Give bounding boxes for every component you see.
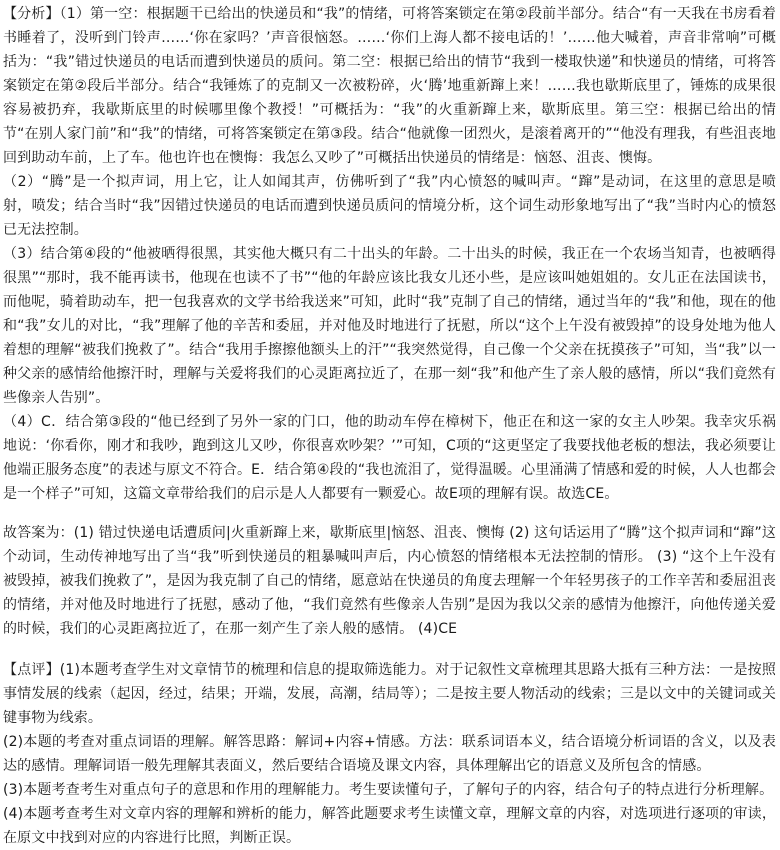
answer-section — [3, 521, 776, 641]
section-spacer — [3, 506, 776, 521]
analysis-part-3: （3）结合第④段的“他被晒得很黑，其实他大概只有二十出头的年龄。二十出头的时候，我正在一个农场当知青，也被晒得很黑”“那时，我不能再读书，他现在也读不了书”“他的年龄应该比我女儿还小些，是应该叫她姐姐的。女儿正在法国读书，而他呢，骑着助动车，把一包我喜欢的文学书给我送来”可知，此时“我”克制了自己的情绪，通过当年的“我”和他，现在的他和“我”女儿的对比，“我”理解了他的辛苦和委屈，并对他及时地进行了抚慰，所以“这个上午没有被毁掉”的设身处地为他人着想的理解“被我们挽救了”。结合“我用手擦擦他额头上的汗”“我突然觉得，自己像一个父亲在抚摸孩子”可知，当“我”以一种父亲的感情给他擦汗时，理解与关爱将我们的心灵距离拉近了，在那一刻“我”和他产生了亲人般的感情，所以“我们竟然有些像亲人告别”。 — [3, 246, 776, 406]
answer-text: 故答案为：(1) 错过快递电话遭质问|火重新蹿上来，歇斯底里|恼怒、沮丧、懊悔 (2) 这句话运用了“腾”这个拟声词和“蹿”这个动词，生动传神地写出了当“我”听到快递员的粗暴喊叫声后，内心愤怒的情绪根本无法控制的情形。 (3) “这个上午没有被毁掉，被我们挽救了”，是因为我克制了自己的情绪，愿意站在快递员的角度去理解一个年轻男孩子的工作辛苦和委屈沮丧的情绪，并对他及时地进行了抚慰，感动了他，“我们竟然有些像亲人告别”是因为我以父亲的感情为他擦汗，向他传递关爱的时候，我们的心灵距离拉近了，在那一刻产生了亲人般的感情。 (4)CE — [3, 525, 776, 637]
comment-part-1: 【点评】(1)本题考查学生对文章情节的梳理和信息的提取筛选能力。对于记叙性文章梳理其思路大抵有三种方法：一是按照事情发展的线索（起因，经过，结果；开端，发展，高潮，结局等）；二是按主要人物活动的线索；三是以文中的关键词或关键事物为线索。 — [3, 662, 776, 726]
comment-part-4: (4)本题考查考生对文章内容的理解和辨析的能力，解答此题要求考生读懂文章，理解文章的内容，对选项进行逐项的审读，在原文中找到对应的内容进行比照，判断正误。 — [3, 806, 776, 846]
analysis-part-4: （4）C．结合第③段的“他已经到了另外一家的门口，他的助动车停在樟树下，他正在和这一家的女主人吵架。我幸灾乐祸地说：‘你看你，刚才和我吵，跑到这儿又吵，你很喜欢吵架？’”可知，C项的“这更坚定了我要找他老板的想法，我必须要让他端正服务态度”的表述与原文不符合。E．结合第④段的“我也流泪了，觉得温暖。心里涌满了情感和爱的时候，人人也都会是一个样子”可知，这篇文章带给我们的启示是人人都要有一颗爱心。故E项的理解有误。故选CE。 — [3, 414, 776, 502]
analysis-section — [3, 2, 776, 506]
analysis-part-1: 【分析】（1）第一空：根据题干已给出的快递员和“我”的情绪，可将答案锁定在第②段前半部分。结合“有一天我在书房看着书睡着了，没听到门铃声……‘你在家吗？’声音很恼怒。……‘你们上海人都不接电话的！’……他大喊着，声音非常响”可概括为：“我”错过快递员的电话而遭到快递员的质问。第二空：根据已给出的情节“我到一楼取快递”和快递员的情绪，可将答案锁定在第②段后半部分。结合“我锤炼了的克制又一次被粉碎，火‘腾’地重新蹿上来！……我也歇斯底里了，锤炼的成果很容易被扔弃，我歇斯底里的时候哪里像个教授！”可概括为：“我”的火重新蹿上来，歇斯底里。第三空：根据已给出的情节“在别人家门前”和“我”的情绪，可将答案锁定在第③段。结合“他就像一团烈火，是滚着离开的”“他没有理我，有些沮丧地回到助动车前，上了车。他也许也在懊悔：我怎么又吵了”可概括出快递员的情绪是：恼怒、沮丧、懊悔。 — [3, 6, 776, 166]
comment-part-3: (3)本题考查考生对重点句子的意思和作用的理解能力。考生要读懂句子，了解句子的内容，结合句子的特点进行分析理解。 — [3, 782, 774, 798]
comment-section — [3, 658, 776, 850]
analysis-part-2: （2）“腾”是一个拟声词，用上它，让人如闻其声，仿佛听到了“我”内心愤怒的喊叫声。“蹿”是动词，在这里的意思是喷射，喷发；结合当时“我”因错过快递员的电话而遭到快递员质问的情境分析，这个词生动形象地写出了“我”当时内心的愤怒已无法控制。 — [3, 174, 776, 238]
comment-part-2: (2)本题的考查对重点词语的理解。解答思路：解词+内容+情感。方法：联系词语本义，结合语境分析词语的含义，以及表达的感情。理解词语一般先理解其表面义，然后要结合语境及课文内容，具体理解出它的语意义及所包含的情感。 — [3, 734, 776, 774]
section-spacer — [3, 641, 776, 658]
